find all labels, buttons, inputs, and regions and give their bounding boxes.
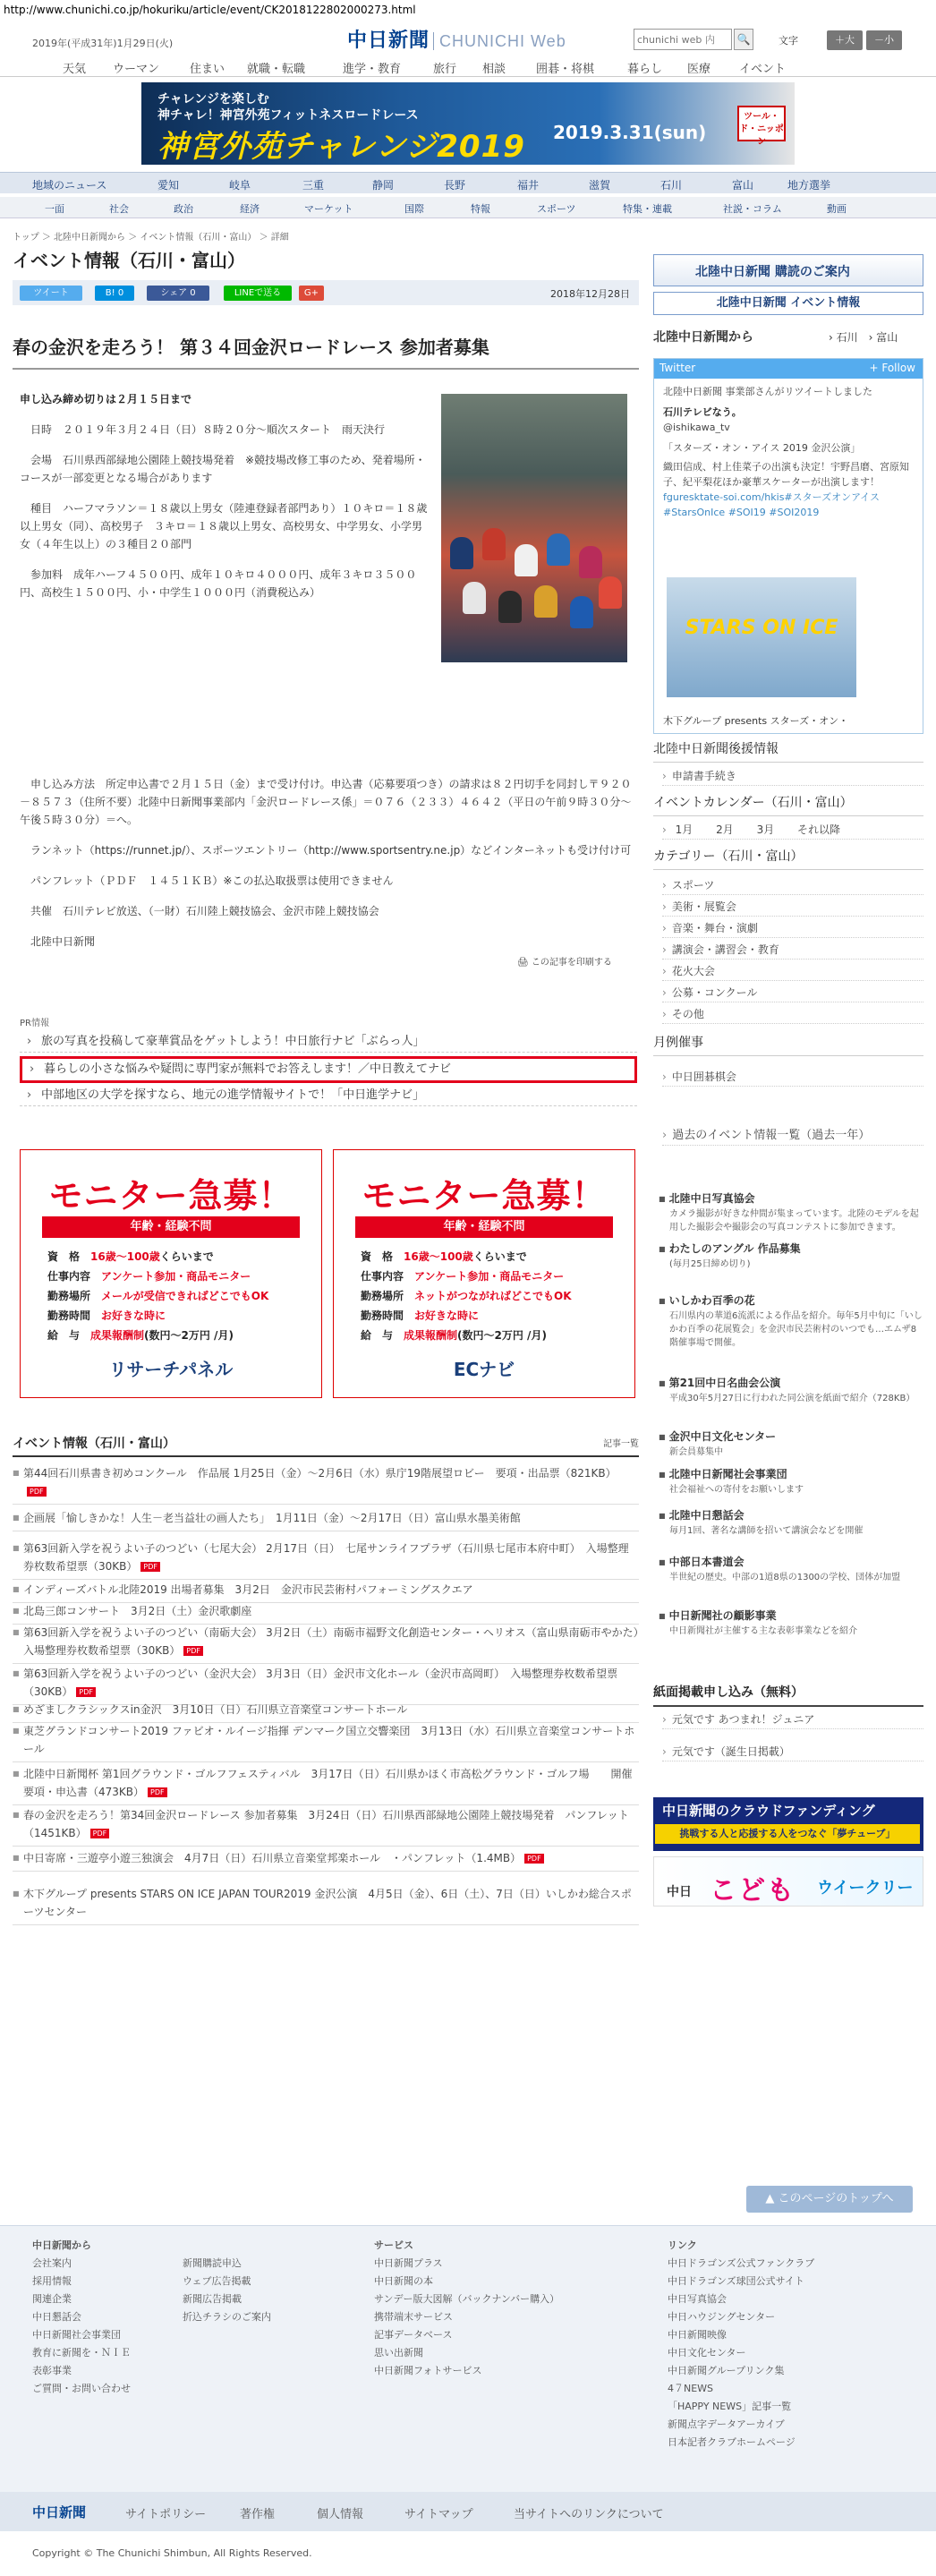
- runner-shape: [515, 544, 538, 576]
- footer-link[interactable]: 中日新聞プラス: [374, 2257, 443, 2269]
- footer-link[interactable]: 中日新聞社会事業団: [32, 2329, 121, 2341]
- cat-item[interactable]: 社説・コラム: [723, 203, 782, 215]
- ad-row: 勤務場所 メールが受信できればどこでもOK: [47, 1290, 269, 1302]
- event-text: 第63回新入学を祝うよい子のつどい（金沢大会） 3月3日（日）金沢市文化ホール（金沢市高岡町） 入場整理券枚数希望票（30KB）: [23, 1668, 618, 1698]
- subscribe-button[interactable]: 北陸中日新聞 購読のご案内: [653, 254, 923, 286]
- page-title: イベント情報（石川・富山）: [13, 250, 245, 271]
- footer-col-1: [32, 2237, 131, 2398]
- up-arrow-icon: ▲: [765, 2192, 779, 2205]
- spot-title: ■ 北陸中日写真協会: [659, 1190, 923, 1206]
- spot-title: ■ いしかわ百季の花: [659, 1292, 923, 1308]
- past-events-link[interactable]: › 過去のイベント情報一覧（過去一年）: [662, 1126, 923, 1146]
- address-url: http://www.chunichi.co.jp/hokuriku/article/event/CK2018122802000273.html: [4, 4, 416, 16]
- paper-heading: 紙面掲載申し込み（無料）: [653, 1683, 923, 1707]
- cat-item[interactable]: 動画: [827, 203, 847, 215]
- event-item[interactable]: [13, 1624, 650, 1664]
- monitor-ad[interactable]: [20, 1149, 322, 1398]
- event-text: 北島三郎コンサート 3月2日（土）金沢歌劇座: [23, 1605, 252, 1617]
- footer-link[interactable]: 著作権: [240, 2508, 276, 2521]
- monitor-ad[interactable]: [333, 1149, 635, 1398]
- footer-link[interactable]: 表彰事業: [32, 2365, 72, 2376]
- footer-col-heading: リンク: [668, 2239, 697, 2251]
- hatena-button[interactable]: B! 0: [95, 286, 134, 301]
- footer-link[interactable]: 会社案内: [32, 2257, 72, 2269]
- spot-title: ■ 中日新聞社の顧影事業: [659, 1608, 923, 1623]
- ad-row: 給 与 成果報酬制(数円～2万円 /月): [361, 1329, 547, 1342]
- tweet-button[interactable]: ツイート: [20, 286, 82, 301]
- footer-link[interactable]: 新聞購読申込: [183, 2257, 242, 2269]
- spot-desc: 半世紀の歴史。中部の1道8県の1300の学校、団体が加盟: [669, 1573, 901, 1582]
- ad-headline: モニター急募！: [48, 1176, 294, 1215]
- footer-link[interactable]: 日本記者クラブホームページ: [668, 2436, 796, 2448]
- topnav-item[interactable]: 住まい: [190, 63, 225, 76]
- tweet-text: 「スターズ・オン・アイス 2019 金沢公演」: [663, 442, 861, 454]
- spot-desc: 新会員募集中: [669, 1447, 723, 1457]
- category-link[interactable]: › 講演会・講習会・教育: [662, 940, 923, 960]
- events-heading: イベント情報（石川・富山） 記事一覧: [13, 1434, 639, 1457]
- spot-title: ■ 第21回中日名曲会公演: [659, 1375, 923, 1390]
- spot-item[interactable]: [659, 1292, 923, 1350]
- footer-link[interactable]: サンデー版大図解（バックナンバー購入）: [374, 2293, 560, 2305]
- article-photo: [441, 394, 627, 662]
- event-text: 第63回新入学を祝うよい子のつどい（南砺大会） 3月2日（土）南砺市福野文化創造センター・ヘリオス（富山県南砺市やかた） 入場整理券枚数希望票（30KB）: [23, 1626, 650, 1657]
- event-item[interactable]: [13, 1464, 639, 1505]
- ad-row: 勤務時間 お好きな時に: [361, 1309, 480, 1322]
- article-title: 春の金沢を走ろう！ 第３４回金沢ロードレース 参加者募集: [13, 333, 639, 370]
- copyright: Copyright © The Chunichi Shimbun, All Rights Reserved.: [32, 2547, 312, 2559]
- deadline-text: 申し込み締め切りは２月１５日まで: [20, 393, 192, 405]
- spot-desc: 石川県内の華道6流派による作品を紹介。毎年5月中旬に「いしかわ百季の花展覧会」を金沢市民芸術村のいつでも…エムザ8階催事場で開催。: [669, 1311, 923, 1348]
- tweet-image[interactable]: [667, 577, 856, 697]
- topnav-item[interactable]: 医療: [687, 63, 711, 76]
- runner-shape: [599, 576, 622, 609]
- banner-title: 神宮外苑チャレンジ2019: [157, 129, 525, 165]
- spot-item[interactable]: [659, 1429, 923, 1459]
- footer-link[interactable]: 新聞広告掲載: [183, 2293, 242, 2305]
- cat-item[interactable]: 一面: [45, 203, 64, 215]
- line-share-button[interactable]: LINEで送る: [224, 286, 292, 301]
- footer-link[interactable]: サイトポリシー: [125, 2508, 207, 2521]
- article-date: 2018年12月28日: [550, 288, 630, 300]
- pr-link[interactable]: › 旅の写真を投稿して豪華賞品をゲットしよう！中日旅行ナビ「ぶらっ人」: [20, 1031, 637, 1053]
- article-paragraph: 申し込み方法 所定申込書で２月１５日（金）まで受け付け。申込書（応募要項つき）の請求は８２円切手を同封し〒９２０－８５７３（住所不要）北陸中日新聞事業部内「金沢ロードレース係」＝０７６（２３３）４６４２（平日の午前９時３０分～午後５時３０分）＝へ。: [20, 778, 632, 826]
- article-paragraph: 会場 石川県西部緑地公園陸上競技場発着 ※競技場改修工事のため、発着場所・コースが一部変更となる場合があります: [20, 454, 426, 484]
- topnav-item[interactable]: 進学・教育: [343, 63, 402, 76]
- kouen-link[interactable]: › 申請書手続き: [662, 766, 923, 786]
- category-link[interactable]: › 花火大会: [662, 961, 923, 981]
- article-paragraph: ランネット（https://runnet.jp/）、スポーツエントリー（http://www.sportsentry.ne.jp）などインターネットも受け付け可: [20, 844, 632, 857]
- cf-subtitle: 挑戦する人と応援する人をつなぐ「夢チューブ」: [655, 1824, 920, 1844]
- runner-shape: [482, 528, 506, 560]
- region-item[interactable]: 長野: [444, 179, 466, 192]
- region-nav: [0, 172, 936, 193]
- pr-link[interactable]: › 中部地区の大学を探すなら、地元の進学情報サイトで！「中日進学ナビ」: [20, 1085, 637, 1106]
- topnav-item[interactable]: 就職・転職: [247, 63, 306, 76]
- twitter-follow-button[interactable]: + Follow: [869, 362, 915, 374]
- spot-title: ■ 中部日本書道会: [659, 1554, 923, 1569]
- logo-text: 中日新聞: [347, 29, 430, 52]
- footer-link[interactable]: 中日文化センター: [668, 2347, 746, 2358]
- cat-item[interactable]: 社会: [109, 203, 129, 215]
- crowdfunding-banner[interactable]: [653, 1797, 923, 1851]
- font-smaller-button[interactable]: －小: [866, 30, 902, 50]
- tweet-footer: 木下グループ presents スターズ・オン・: [663, 715, 849, 727]
- region-links[interactable]: › 石川 › 富山: [829, 331, 898, 344]
- footer-col-heading: 中日新聞から: [32, 2239, 91, 2251]
- cat-item[interactable]: 政治: [174, 203, 193, 215]
- footer-logo[interactable]: 中日新聞: [32, 2504, 87, 2521]
- footer-link[interactable]: 「HAPPY NEWS」記事一覧: [668, 2401, 792, 2412]
- search-icon[interactable]: 🔍: [734, 29, 753, 50]
- pdf-icon: PDF: [140, 1562, 160, 1572]
- ad-row: 資 格 16歳～100歳くらいまで: [361, 1250, 527, 1263]
- category-nav: [0, 197, 936, 218]
- region-item[interactable]: 地域のニュース: [32, 179, 107, 192]
- footer-link[interactable]: ご質問・お問い合わせ: [32, 2383, 131, 2394]
- spot-desc: 中日新聞社が主催する主な表彰事業などを紹介: [669, 1626, 857, 1636]
- topnav-item[interactable]: 相談: [482, 63, 506, 76]
- spot-desc: 平成30年5月27日に行われた同公演を紙面で紹介（728KB）: [669, 1394, 915, 1403]
- share-bar: [13, 280, 639, 305]
- from-title: 北陸中日新聞から: [653, 330, 753, 345]
- paper-link[interactable]: › 元気です あつまれ！ジュニア: [662, 1710, 923, 1729]
- search-input[interactable]: [634, 29, 732, 50]
- kids-c: ウイークリー: [817, 1879, 914, 1898]
- event-item[interactable]: [13, 1509, 639, 1531]
- facebook-share-button[interactable]: シェア 0: [147, 286, 209, 301]
- gplus-button[interactable]: G+: [299, 286, 324, 301]
- print-label: この記事を印刷する: [531, 958, 612, 968]
- spot-item[interactable]: [659, 1507, 923, 1538]
- pr-label: PR情報: [20, 1019, 49, 1028]
- header-date: 2019年(平成31年)1月29日(火): [32, 38, 174, 49]
- pdf-icon: PDF: [76, 1687, 96, 1697]
- topnav-item[interactable]: 旅行: [433, 63, 457, 76]
- footer-link[interactable]: 中日懇話会: [32, 2311, 81, 2323]
- topnav-item[interactable]: イベント: [739, 63, 787, 76]
- ad-row: 給 与 成果報酬制(数円～2万円 /月): [47, 1329, 234, 1342]
- ad-row: 勤務場所 ネットがつながればどこでもOK: [361, 1290, 572, 1302]
- calendar-heading: イベントカレンダー（石川・富山）: [653, 793, 923, 816]
- tweet-link[interactable]: fguresktate-soi.com/hkis#スターズオンアイス #StarsOnIce #SOI19 #SOI2019: [663, 491, 880, 518]
- ad-row: 仕事内容 アンケート参加・商品モニター: [47, 1270, 251, 1283]
- article-paragraph: 種目 ハーフマラソン＝１８歳以上男女（陸連登録者部門あり）１０キロ＝１８歳以上男女（同）、高校男子 ３キロ＝１８歳以上男女、高校男女、中学男女、小学男女（４年生以上）の３種目２０部門: [20, 502, 428, 550]
- event-text: 春の金沢を走ろう！第34回金沢ロードレース 参加者募集 3月24日（日）石川県西部緑地公園陸上競技場発着 パンフレット（1451KB）: [23, 1809, 629, 1839]
- category-link[interactable]: › スポーツ: [662, 875, 923, 895]
- article-paragraph: 参加料 成年ハーフ４５００円、成年１０キロ４０００円、成年３キロ３５００円、高校生１５００円、小・中学生１０００円（消費税込み）: [20, 568, 417, 599]
- site-footer: [0, 2225, 936, 2494]
- footer-link[interactable]: 4７NEWS: [668, 2383, 714, 2394]
- spot-item[interactable]: [659, 1241, 923, 1271]
- category-link[interactable]: › 美術・展覧会: [662, 897, 923, 917]
- footer-link[interactable]: 中日新聞グループリンク集: [668, 2365, 785, 2376]
- ad-row: 勤務時間 お好きな時に: [47, 1309, 166, 1322]
- footer-link[interactable]: 中日新聞フォトサービス: [374, 2365, 482, 2376]
- back-to-top-label: このページのトップへ: [778, 2192, 894, 2205]
- event-item[interactable]: [13, 1665, 639, 1705]
- spot-item[interactable]: [659, 1190, 923, 1234]
- pdf-icon: PDF: [90, 1829, 110, 1838]
- month-link[interactable]: 3月: [756, 823, 775, 836]
- footer-link[interactable]: 中日ドラゴンズ公式ファンクラブ: [668, 2257, 815, 2269]
- kids-a: 中日: [667, 1885, 692, 1899]
- cat-item[interactable]: 特報: [471, 203, 490, 215]
- kids-weekly-banner[interactable]: [653, 1856, 923, 1906]
- month-link[interactable]: 2月: [716, 823, 734, 836]
- footer-link[interactable]: 新聞点字データアーカイブ: [668, 2418, 785, 2430]
- spot-title: ■ 北陸中日新聞社会事業団: [659, 1466, 923, 1481]
- event-item[interactable]: [13, 1540, 639, 1580]
- footer-link[interactable]: サイトマップ: [404, 2508, 473, 2521]
- event-text: 第44回石川県書き初めコンクール 作品展 1月25日（金）～2月6日（水）県庁19階展望ロビー 要項・出品票（821KB）: [23, 1467, 617, 1480]
- paper-link[interactable]: › 元気です（誕生日掲載）: [662, 1742, 923, 1761]
- logo-web-text: CHUNICHI Web: [433, 32, 566, 50]
- region-item[interactable]: 福井: [517, 179, 540, 192]
- banner-tagline: チャレンジを楽しむ 神チャレ！神宮外苑フィットネスロードレース: [157, 92, 419, 123]
- cat-item[interactable]: 特集・連載: [623, 203, 672, 215]
- banner-date: 2019.3.31(sun): [553, 122, 707, 143]
- kouen-heading: 北陸中日新聞後援情報: [653, 739, 923, 763]
- from-hokuriku-heading: [653, 328, 923, 347]
- footer-link[interactable]: 中日新聞の本: [374, 2275, 433, 2287]
- footer-link[interactable]: 折込チラシのご案内: [183, 2311, 271, 2323]
- ad-row: 資 格 16歳～100歳くらいまで: [47, 1250, 214, 1263]
- event-item[interactable]: [13, 1581, 639, 1603]
- spot-item[interactable]: [659, 1608, 923, 1638]
- tweet-image-text: STARS ON ICE: [685, 617, 838, 639]
- footer-link[interactable]: 個人情報: [317, 2508, 364, 2521]
- footer-link[interactable]: 中日ハウジングセンター: [668, 2311, 776, 2323]
- cat-item[interactable]: 国際: [404, 203, 424, 215]
- event-item[interactable]: [13, 1701, 639, 1723]
- runner-shape: [498, 591, 522, 623]
- footer-link[interactable]: ウェブ広告掲載: [183, 2275, 251, 2287]
- footer-col-4: [668, 2237, 814, 2452]
- runner-shape: [534, 585, 557, 618]
- month-link[interactable]: 1月: [675, 823, 693, 836]
- article-body-cont: [20, 775, 637, 963]
- runner-shape: [547, 533, 570, 566]
- monthly-link[interactable]: › 中日囲碁棋会: [662, 1067, 923, 1087]
- event-text: 木下グループ presents STARS ON ICE JAPAN TOUR2019 金沢公演 4月5日（金）、6日（土）、7日（日）いしかわ総合スポーツセンター: [23, 1888, 632, 1918]
- footer-link[interactable]: 思い出新聞: [374, 2347, 423, 2358]
- footer-link[interactable]: 採用情報: [32, 2275, 72, 2287]
- monthly-heading: 月例催事: [653, 1033, 923, 1056]
- event-text: 第63回新入学を祝うよい子のつどい（七尾大会） 2月17日（日） 七尾サンライフプラザ（石川県七尾市本府中町） 入場整理券枚数希望票（30KB）: [23, 1542, 629, 1573]
- ad-bar: 年齢・経験不問: [355, 1216, 613, 1238]
- cf-title: 中日新聞のクラウドファンディング: [662, 1803, 875, 1819]
- footer-col-heading: サービス: [374, 2239, 413, 2251]
- pdf-icon: PDF: [183, 1646, 203, 1656]
- ad-brand: リサーチパネル: [108, 1359, 234, 1380]
- spot-title: ■ 北陸中日懇話会: [659, 1507, 923, 1523]
- ad-headline: モニター急募！: [362, 1176, 607, 1215]
- event-text: 東芝グランドコンサート2019 ファビオ・ルイージ指揮 デンマーク国立交響楽団 3月13日（水）石川県立音楽堂コンサートホール: [23, 1725, 635, 1755]
- pamphlet-link[interactable]: パンフレット（ＰＤＦ １４５１ＫＢ）※この払込取扱票は使用できません: [20, 874, 394, 887]
- twitter-title: Twitter: [659, 362, 696, 374]
- pdf-icon: PDF: [524, 1854, 544, 1864]
- region-item[interactable]: 愛知: [157, 179, 180, 192]
- kids-b: こども: [710, 1875, 796, 1906]
- ad-bar: 年齢・経験不問: [42, 1216, 300, 1238]
- twitter-widget[interactable]: [653, 358, 923, 734]
- tweet-text: 織田信成、村上佳菜子の出演も決定！宇野昌磨、宮原知子、紀平梨花ほか豪華スケーターが出演します！: [663, 461, 909, 488]
- footer-link[interactable]: 中日写真協会: [668, 2293, 727, 2305]
- tweet-handle: @ishikawa_tv: [663, 422, 730, 433]
- cat-item[interactable]: スポーツ: [537, 203, 576, 215]
- region-item[interactable]: 富山: [732, 179, 754, 192]
- article-paragraph: 日時 ２０１９年３月２４日（日）８時２０分～順次スタート 雨天決行: [20, 423, 386, 436]
- retweet-note: 北陸中日新聞 事業部さんがリツイートしました: [663, 386, 872, 397]
- runner-shape: [579, 546, 602, 578]
- month-links: [662, 820, 923, 840]
- region-item[interactable]: 滋賀: [589, 179, 611, 192]
- footer-link[interactable]: 中日ドラゴンズ球団公式サイト: [668, 2275, 804, 2287]
- footer-link[interactable]: 教育に新聞を・ＮＩＥ: [32, 2347, 131, 2358]
- tweet-user[interactable]: 石川テレビなう。: [663, 406, 742, 418]
- ad-row: 仕事内容 アンケート参加・商品モニター: [361, 1270, 565, 1283]
- ad-banner[interactable]: [141, 82, 795, 165]
- region-item[interactable]: 岐阜: [229, 179, 251, 192]
- pdf-icon: PDF: [27, 1487, 47, 1497]
- region-item[interactable]: 地方選挙: [787, 179, 831, 192]
- event-item[interactable]: [13, 1806, 639, 1847]
- footer-col-2: [183, 2255, 271, 2326]
- banner-sponsor-logo: ツール・ド・ニッポン: [737, 106, 786, 141]
- top-nav: [0, 59, 936, 77]
- event-item[interactable]: [13, 1885, 639, 1925]
- spot-desc: 社会福祉への寄付をお願いします: [669, 1485, 804, 1495]
- topnav-item[interactable]: 天気: [63, 63, 87, 76]
- footer-col-3: [374, 2237, 559, 2380]
- topnav-item[interactable]: ウーマン: [113, 63, 160, 76]
- footer-link[interactable]: 関連企業: [32, 2293, 72, 2305]
- event-text: インディーズバトル北陸2019 出場者募集 3月2日 金沢市民芸術村パフォーミングスクエア: [23, 1583, 473, 1596]
- tweet: [654, 379, 923, 525]
- runner-shape: [463, 582, 486, 614]
- spot-desc: 毎月1回、著名な講師を招いて講演会などを開催: [669, 1526, 864, 1536]
- runner-shape: [450, 537, 473, 569]
- footer-link[interactable]: 携帯端末サービス: [374, 2311, 453, 2323]
- event-text: 企画展「愉しきかな！人生－老当益壮の画人たち」 1月11日（金）～2月17日（日）富山県水墨美術館: [23, 1512, 521, 1524]
- category-link[interactable]: › その他: [662, 1004, 923, 1024]
- event-item[interactable]: [13, 1849, 639, 1872]
- footer-bar: [0, 2492, 936, 2531]
- spot-item[interactable]: [659, 1554, 923, 1584]
- article-paragraph: 北陸中日新聞: [20, 935, 96, 948]
- spot-title: ■ わたしのアングル 作品募集: [659, 1241, 923, 1256]
- category-link[interactable]: › 音楽・舞台・演劇: [662, 918, 923, 938]
- events-more-link[interactable]: 記事一覧: [603, 1439, 639, 1449]
- back-to-top-button[interactable]: [746, 2186, 913, 2213]
- event-item[interactable]: [13, 1765, 639, 1805]
- cat-item[interactable]: マーケット: [304, 203, 353, 215]
- category-link[interactable]: › 公募・コンクール: [662, 983, 923, 1002]
- event-text: 中日寄席・三遊亭小遊三独演会 4月7日（日）石川県立音楽堂邦楽ホール ・パンフレット（1.4MB）: [23, 1852, 522, 1864]
- region-item[interactable]: 石川: [660, 179, 683, 192]
- font-size-label: 文字: [779, 35, 798, 47]
- spot-item[interactable]: [659, 1375, 923, 1405]
- event-item[interactable]: [13, 1722, 639, 1762]
- topnav-item[interactable]: 囲碁・将棋: [536, 63, 595, 76]
- article-body: [20, 390, 431, 614]
- event-text: めざましクラシックスin金沢 3月10日（日）石川県立音楽堂コンサートホール: [23, 1703, 408, 1716]
- ad-brand: ECナビ: [453, 1359, 515, 1380]
- article-paragraph: 共催 石川テレビ放送、（一財）石川陸上競技協会、金沢市陸上競技協会: [20, 905, 379, 917]
- event-text: 北陸中日新聞杯 第1回グラウンド・ゴルフフェスティバル 3月17日（日）石川県かほく市高松グラウンド・ゴルフ場 開催要項・申込書（473KB）: [23, 1768, 633, 1798]
- footer-link[interactable]: 中日新聞映像: [668, 2329, 727, 2341]
- runner-shape: [570, 596, 593, 628]
- region-item[interactable]: 三重: [302, 179, 325, 192]
- spot-item[interactable]: [659, 1466, 923, 1497]
- site-header: [0, 18, 936, 50]
- event-item[interactable]: [13, 1602, 639, 1625]
- font-larger-button[interactable]: ＋大: [827, 30, 863, 50]
- twitter-header: [654, 359, 923, 379]
- spot-desc: (毎月25日締め切り): [669, 1259, 751, 1269]
- region-item[interactable]: 静岡: [372, 179, 395, 192]
- footer-link[interactable]: 当サイトへのリンクについて: [514, 2508, 664, 2521]
- site-logo[interactable]: [347, 25, 566, 53]
- cat-item[interactable]: 経済: [240, 203, 260, 215]
- event-info-button[interactable]: 北陸中日新聞 イベント情報: [653, 292, 923, 315]
- pr-link-highlighted[interactable]: › 暮らしの小さな悩みや疑問に専門家が無料でお答えします！／中日教えてナビ: [20, 1056, 637, 1083]
- category-heading: カテゴリー（石川・富山）: [653, 847, 923, 870]
- print-link[interactable]: 🖨 この記事を印刷する: [517, 958, 612, 968]
- topnav-item[interactable]: 暮らし: [627, 63, 663, 76]
- spot-title: ■ 金沢中日文化センター: [659, 1429, 923, 1444]
- breadcrumb[interactable]: トップ ＞ 北陸中日新聞から ＞ イベント情報（石川・富山） ＞ 詳細: [13, 233, 289, 243]
- spot-desc: カメラ撮影が好きな仲間が集まっています。北陸のモデルを起用した撮影会や撮影会の写真コンテストに参加できます。: [669, 1209, 919, 1233]
- month-link[interactable]: それ以降: [797, 823, 841, 836]
- pdf-icon: PDF: [148, 1787, 167, 1797]
- footer-link[interactable]: 記事データベース: [374, 2329, 453, 2341]
